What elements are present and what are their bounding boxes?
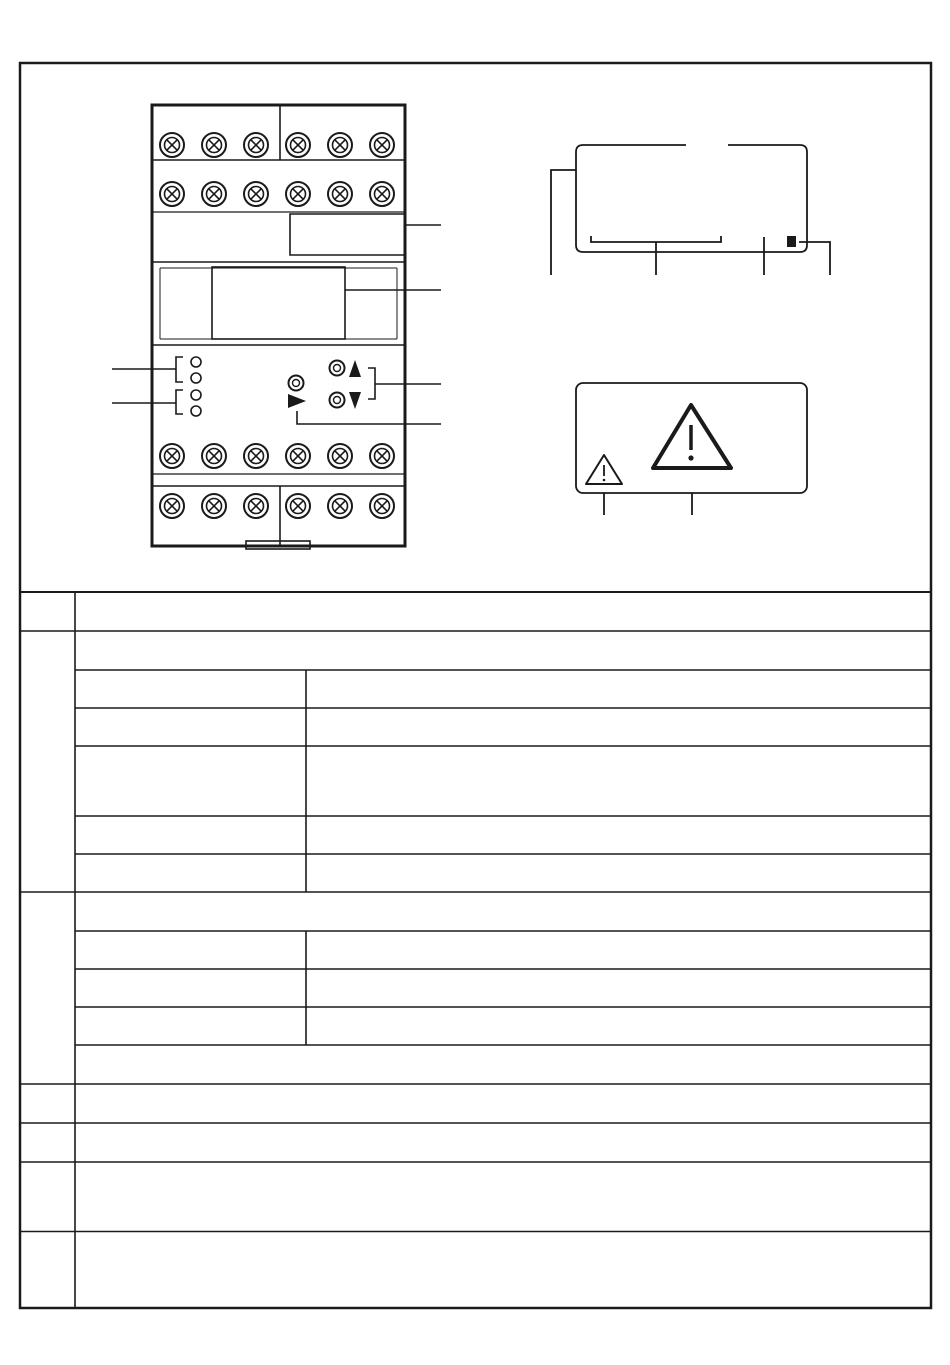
arrow-right-icon bbox=[288, 394, 306, 408]
device-housing bbox=[152, 105, 405, 546]
led-indicator-icon bbox=[191, 357, 201, 367]
arrow-up-icon bbox=[349, 360, 361, 377]
terminal-row-bottom-1 bbox=[160, 444, 394, 468]
display-detail bbox=[551, 145, 830, 275]
up-button[interactable] bbox=[330, 360, 362, 377]
warning-triangle-large-icon bbox=[653, 405, 731, 468]
terminal-row-top-2 bbox=[160, 182, 394, 206]
down-button[interactable] bbox=[330, 392, 362, 409]
sheet-frame bbox=[20, 63, 931, 1308]
terminal-row-top-1 bbox=[160, 133, 394, 157]
lcd-display-window bbox=[212, 267, 345, 339]
segment-marker-icon bbox=[787, 236, 796, 247]
legend-table bbox=[20, 592, 931, 1308]
device-front-view bbox=[152, 105, 405, 549]
led-indicator-icon bbox=[191, 406, 201, 416]
arrow-down-icon bbox=[349, 392, 361, 409]
warning-triangle-small-icon bbox=[586, 455, 622, 484]
terminal-row-bottom-2 bbox=[160, 494, 394, 518]
enter-button[interactable] bbox=[288, 376, 306, 409]
status-led-group bbox=[191, 357, 201, 416]
button-panel bbox=[288, 360, 361, 409]
led-indicator-icon bbox=[191, 373, 201, 383]
led-indicator-icon bbox=[191, 390, 201, 400]
